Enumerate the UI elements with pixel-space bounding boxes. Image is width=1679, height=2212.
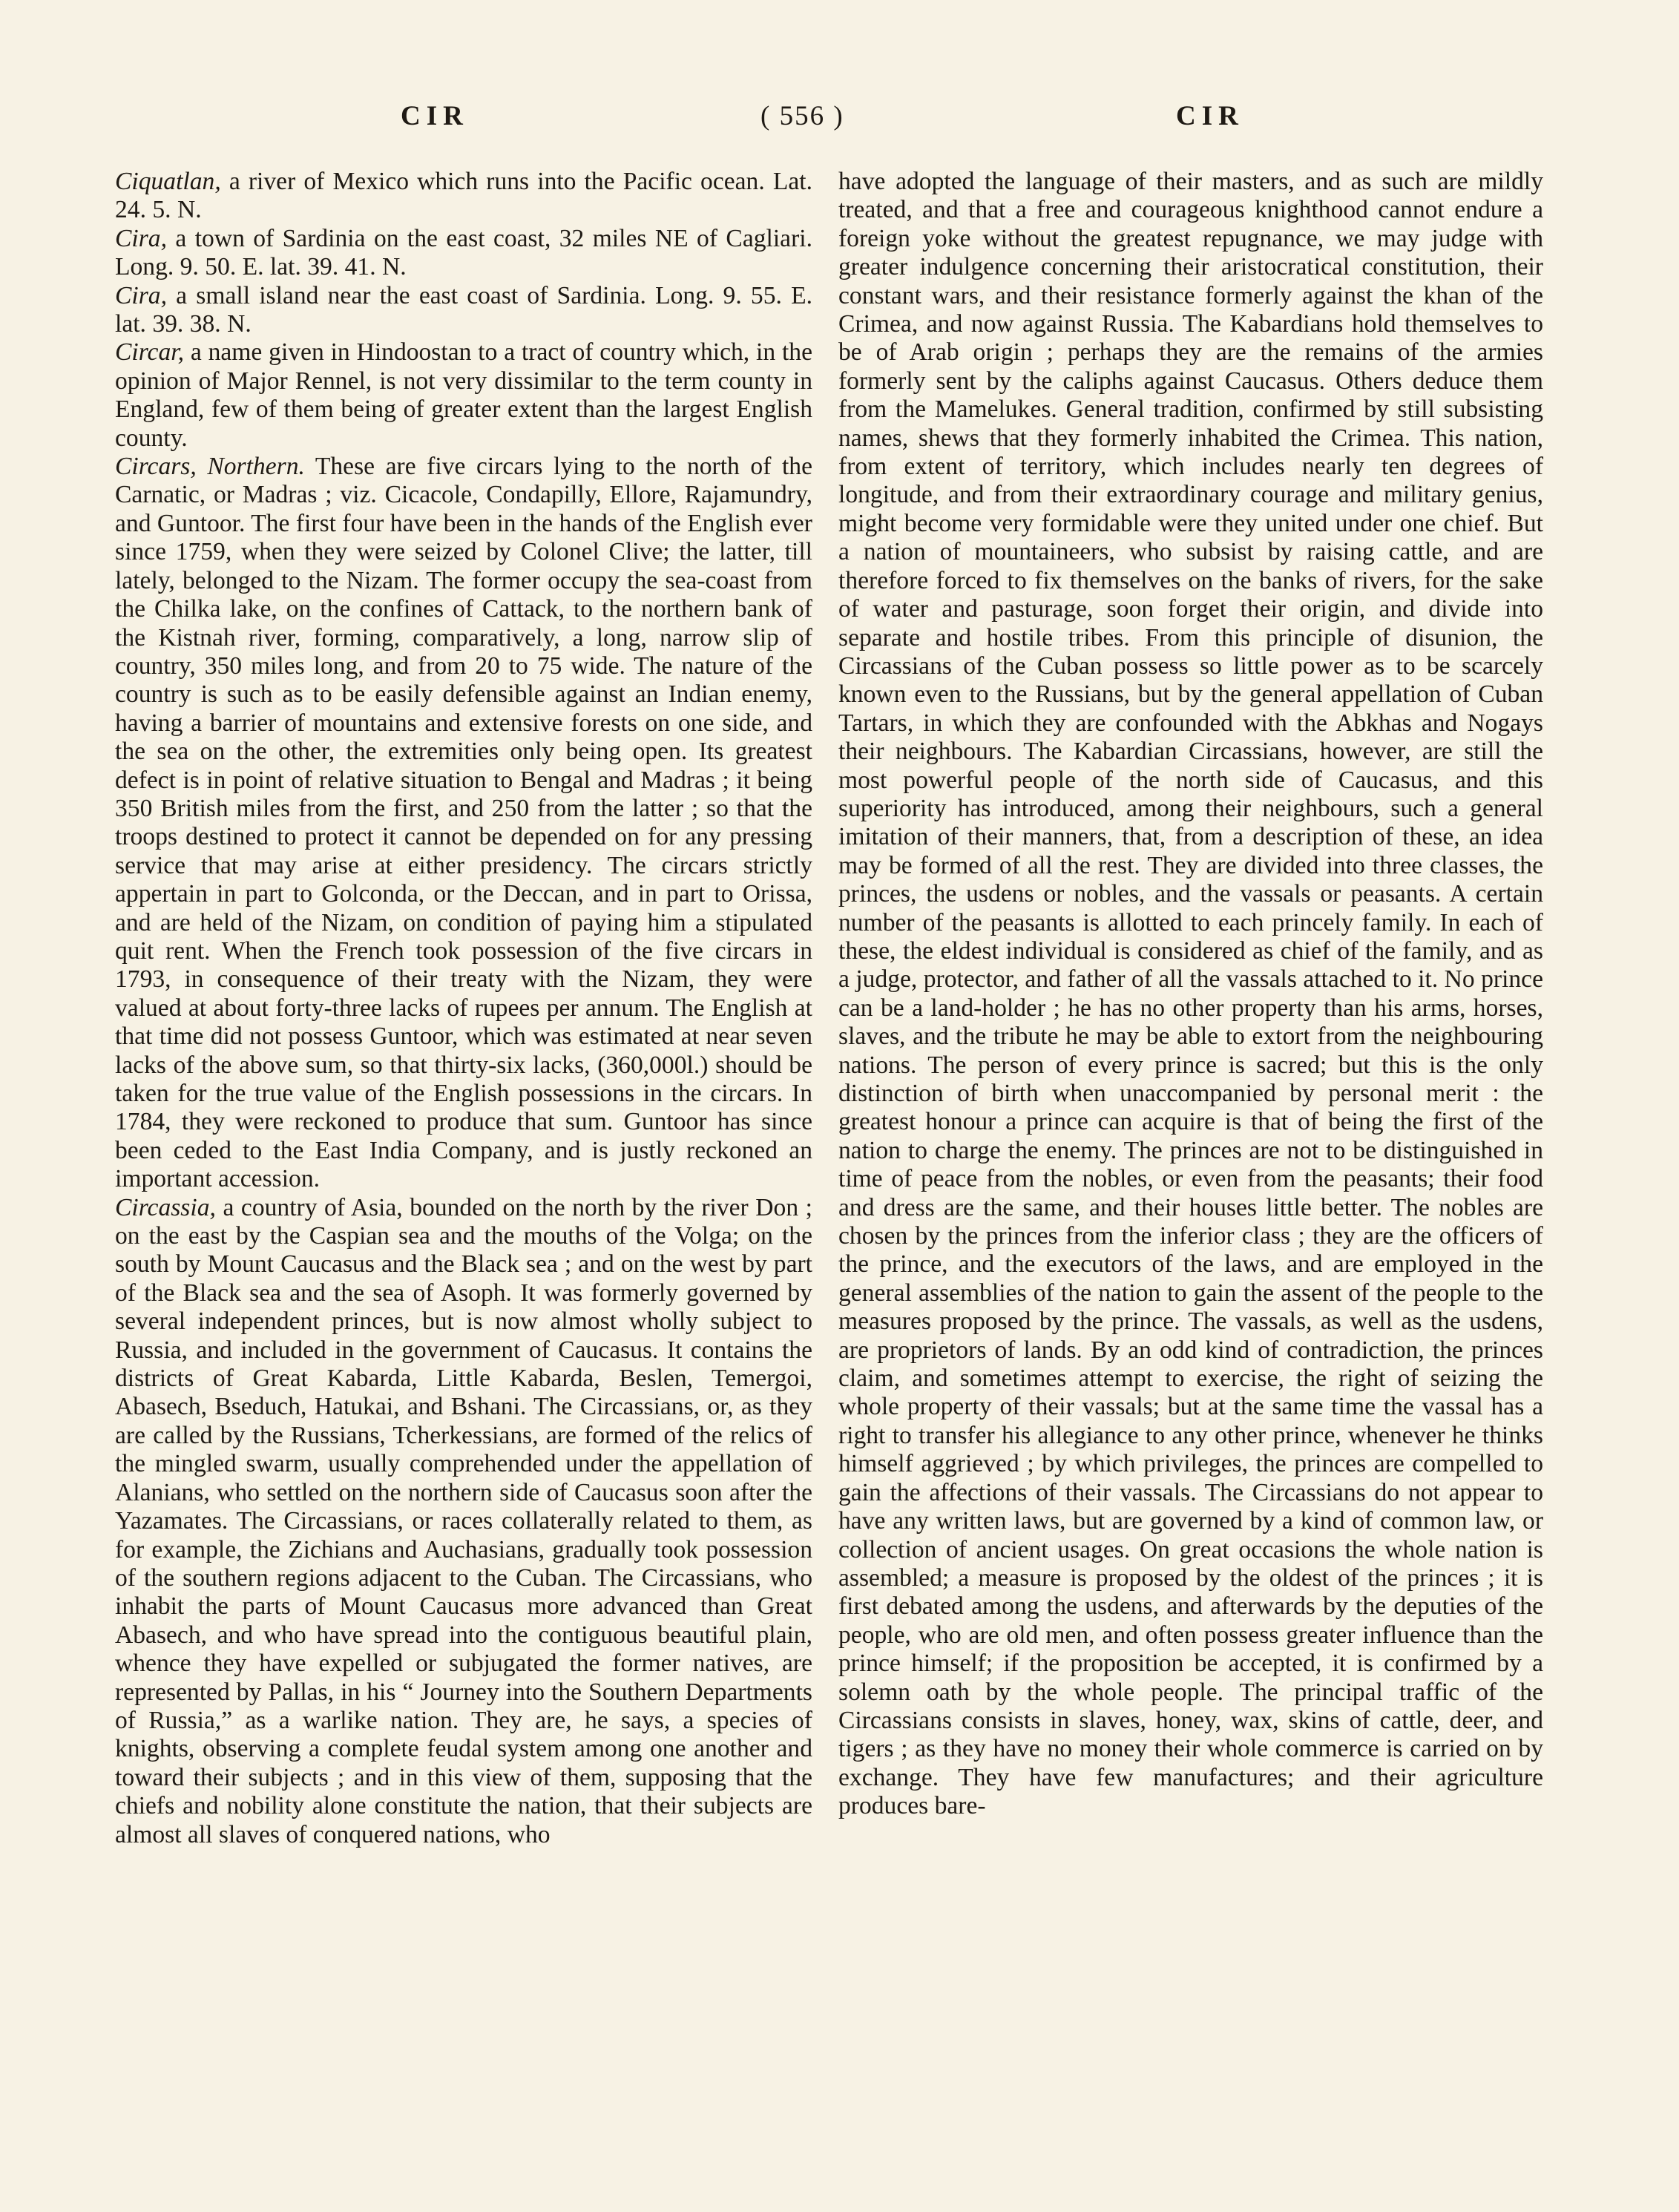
entry-text: a small island near the east coast of Sardinia. Long. 9. 55. E. lat. 39. 38. N. [115,281,812,338]
entry-text: a town of Sardinia on the east coast, 32 miles NE of Cagliari. Long. 9. 50. E. lat. 39. 41. N. [115,224,812,281]
entry-text: a country of Asia, bounded on the north by the river Don ; on the east by the Caspian sea and the mouths of the Volga; on the south by Mount Caucasus and the Black sea ; and on the west by part of the Black sea and the sea of Asoph. It was formerly governed by several independent princes, but is now almost wholly subject to Russia, and included in the government of Caucasus. It contains the districts of Great Kabarda, Little Kabarda, Beslen, Temergoi, Abasech, Bseduch, Hatukai, and Bshani. The Circassians, or, as they are called by the Russians, Tcherkessians, are formed of the relics of the mingled swarm, usually comprehended under the appellation of Alanians, who settled on the northern side of Caucasus soon after the Yazamates. The Circassians, or races collaterally related to them, as for example, the Zichians and Auchasians, gradually took possession of the southern regions adjacent to the Cuban. The Circassians, who inhabit the parts of Mount Caucasus more advanced than Great Abasech, and who have spread into the contiguous beautiful plain, whence they have expelled or subjugated the former natives, are represented by Pallas, in his “ Journey into the Southern Departments of Russia,” as a warlike nation. They are, he says, a species of knights, observing a complete feudal system among one another and toward their subjects ; and in this view of them, supposing that the chiefs and nobility alone constitute the nation, that their subjects are almost all slaves of conquered nations, who [115,1193,812,1848]
entry-text: These are five circars lying to the north of the Carnatic, or Madras ; viz. Cicacole, Condapilly, Ellore, Rajamundry, and Guntoor. The first four have been in the hands of the English ever since 1759, when they were seized by Colonel Clive; the latter, till lately, belonged to the Nizam. The former occupy the sea-coast from the Chilka lake, on the confines of Cattack, to the northern bank of the Kistnah river, forming, comparatively, a long, narrow slip of country, 350 miles long, and from 20 to 75 wide. The nature of the country is such as to be easily defensible against an Indian enemy, having a barrier of mountains and extensive forests on one side, and the sea on the other, the extremities only being open. Its greatest defect is in point of relative situation to Bengal and Madras ; it being 350 British miles from the first, and 250 from the latter ; so that the troops destined to protect it cannot be depended on for any pressing service that may arise at either presidency. The circars strictly appertain in part to Golconda, or the Deccan, and in part to Orissa, and are held of the Nizam, on condition of paying him a stipulated quit rent. When the French took possession of the five circars in 1793, in consequence of their treaty with the Nizam, they were valued at about forty-three lacks of rupees per annum. The English at that time did not possess Guntoor, which was estimated at near seven lacks of the above sum, so that thirty-six lacks, (360,000l.) should be taken for the true value of the English possessions in the circars. In 1784, they were reckoned to produce that sum. Guntoor has since been ceded to the East India Company, and is justly reckoned an important accession. [115,453,812,1193]
entry-cira-island [115,282,812,339]
entry-circar [115,338,812,453]
page-number: ( 556 ) [760,101,844,131]
entry-ciquatlan [115,168,812,225]
entry-term: Cira, [115,281,167,309]
header-right-running-title: CIR [1176,101,1244,131]
entry-text: a river of Mexico which runs into the Pacific ocean. Lat. 24. 5. N. [115,168,812,224]
entry-term: Circassia, [115,1193,216,1221]
entry-term: Circar, [115,338,184,367]
running-header [115,100,1276,145]
entry-term: Ciquatlan, [115,168,221,195]
right-column [838,168,1543,1821]
entry-cira-town [115,225,812,282]
header-left-running-title: CIR [401,101,469,131]
entry-circars-northern [115,453,812,1194]
entry-term: Cira, [115,224,167,252]
left-column [115,168,812,1849]
entry-circassia-continued: have adopted the language of their masters, and as such are mildly treated, and that a free and courageous knighthood cannot endure a foreign yoke without the greatest repugnance, we may judge with greater indulgence concerning their aristocratical constitution, their constant wars, and their resistance formerly against the khan of the Crimea, and now against Russia. The Kabardians hold themselves to be of Arab origin ; perhaps they are the remains of the armies formerly sent by the caliphs against Caucasus. Others deduce them from the Mamelukes. General tradition, confirmed by still subsisting names, shews that they formerly inhabited the Crimea. This nation, from extent of territory, which includes nearly ten degrees of longitude, and from their extraordinary courage and military genius, might become very formidable were they united under one chief. But a nation of mountaineers, who subsist by raising cattle, and are therefore forced to fix themselves on the banks of rivers, for the sake of water and pasturage, soon forget their origin, and divide into separate and hostile tribes. From this principle of disunion, the Circassians of the Cuban possess so little power as to be scarcely known even to the Russians, but by the general appellation of Cuban Tartars, in which they are confounded with the Abkhas and Nogays their neighbours. The Kabardian Circassians, however, are still the most powerful people of the north side of Caucasus, and this superiority has introduced, among their neighbours, such a general imitation of their manners, that, from a description of these, an idea may be formed of all the rest. They are divided into three classes, the princes, the usdens or nobles, and the vassals or peasants. A certain number of the peasants is allotted to each princely family. In each of these, the eldest individual is considered as chief of the family, and as a judge, protector, and father of all the vassals attached to it. No prince can be a land-holder ; he has no other property than his arms, horses, slaves, and the tribute he may be able to extort from the neighbouring nations. The person of every prince is sacred; but this is the only distinction of birth when unaccompanied by personal merit : the greatest honour a prince can acquire is that of being the first of the nation to charge the enemy. The princes are not to be distinguished in time of peace from the nobles, or even from the peasants; their food and dress are the same, and their houses little better. The nobles are chosen by the princes from the inferior class ; they are the officers of the prince, and the executors of the laws, and are employed in the general assemblies of the nation to gain the assent of the people to the measures proposed by the prince. The vassals, as well as the usdens, are proprietors of lands. By an odd kind of contradiction, the princes claim, and sometimes attempt to exercise, the right of seizing the whole property of their vassals; but at the same time the vassal has a right to transfer his allegiance to any other prince, whenever he thinks himself aggrieved ; by which privileges, the princes are compelled to gain the affections of their vassals. The Circassians do not appear to have any written laws, but are governed by a kind of common law, or collection of ancient usages. On great occasions the whole nation is assembled; a measure is proposed by the oldest of the princes ; it is first debated among the usdens, and afterwards by the deputies of the people, who are old men, and often possess greater influence than the prince himself; if the proposition be accepted, it is confirmed by a solemn oath by the whole people. The principal traffic of the Circassians consists in slaves, honey, wax, skins of cattle, deer, and tigers ; as they have no money their whole commerce is carried on by exchange. They have few manufactures; and their agriculture produces bare- [838,168,1543,1820]
entry-text: a name given in Hindoostan to a tract of country which, in the opinion of Major Rennel, is not very dissimilar to the term county in England, few of them being of greater extent than the largest English county. [115,338,812,452]
entry-circassia [115,1194,812,1849]
entry-term: Circars, Northern. [115,453,305,481]
